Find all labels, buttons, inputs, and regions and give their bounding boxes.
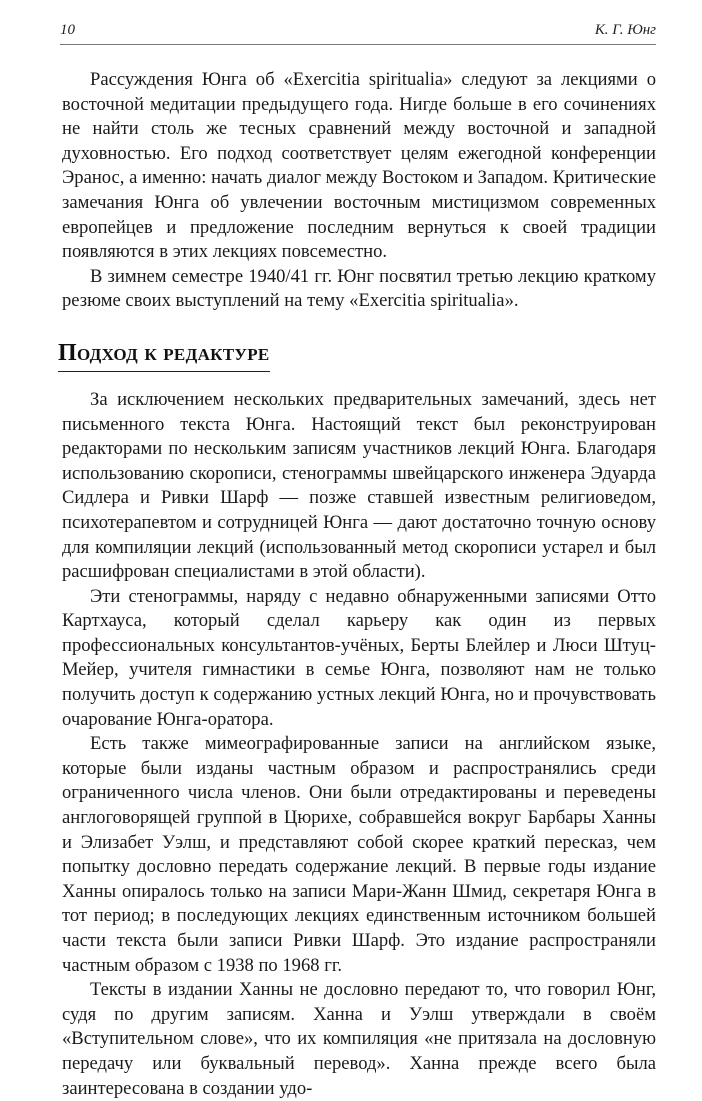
running-header bbox=[60, 20, 656, 45]
body-text bbox=[58, 68, 656, 1101]
paragraph: Рассуждения Юнга об «Exercitia spiritualia» следуют за лекциями о восточной медитации предыдущего года. Нигде больше в его сочинениях не найти столь же тесных сравнений между восточной и западной духовностью. Его подход соответствует целям ежегодной конференции Эранос, а именно: начать диалог между Востоком и Западом. Критические замечания Юнга об увлечении восточным мистицизмом современных европейцев и предложение последним вернуться к своей традиции появляются в этих лекциях повсеместно. bbox=[62, 69, 656, 263]
paragraph: Тексты в издании Ханны не дословно передают то, что говорил Юнг, судя по другим записям. Ханна и Уэлш утверждали в своём «Вступительном слове», что их компиляция «не притязала на дословную передачу или буквальный перевод». Ханна прежде всего была заинтересована в создании удо- bbox=[62, 979, 656, 1099]
paragraph: Есть также мимеографированные записи на английском языке, которые были изданы частным образом и распространялись среди ограниченного числа членов. Они были отредактированы и переведены англоговорящей группой в Цюрихе, собравшейся вокруг Барбары Ханны и Элизабет Уэлш, и представляют собой скорее краткий пересказ, чем попытку дословно передать содержание лекций. В первые годы издание Ханны опиралось только на записи Мари-Жанн Шмид, секретаря Юнга в тот период; в последующих лекциях единственным источником большей части текста были записи Ривки Шарф. Это издание распространяли частным образом с 1938 по 1968 гг. bbox=[62, 733, 656, 976]
paragraph: В зимнем семестре 1940/41 гг. Юнг посвятил третью лекцию краткому резюме своих выступлений на тему «Exercitia spiritualia». bbox=[62, 265, 656, 312]
section-heading bbox=[58, 338, 656, 372]
paragraph: Эти стенограммы, наряду с недавно обнаруженными записями Отто Картхауса, который сделал карьеру как один из первых профессиональных консультантов-учёных, Берты Блейлер и Люси Штуц-Мейер, учителя гимнастики в семье Юнга, позволяют нам не только получить доступ к содержанию устных лекций Юнга, но и прочувствовать очарование Юнга-оратора. bbox=[62, 585, 656, 730]
running-title: К. Г. Юнг bbox=[594, 22, 656, 38]
section-heading-text: Подход к редактуре bbox=[58, 338, 270, 372]
paragraph: За исключением нескольких предварительных замечаний, здесь нет письменного текста Юнга. Настоящий текст был реконструирован редакторами по нескольким записям участников лекций Юнга. Благодаря использованию скорописи, стенограммы швейцарского инженера Эдуарда Сидлера и Ривки Шарф — позже ставшей известным религиоведом, психотерапевтом и сотрудницей Юнга — дают достаточно точную основу для компиляции лекций (использованный метод скорописи устарел и был расшифрован специалистами в этой области). bbox=[62, 388, 656, 583]
page-number: 10 bbox=[60, 22, 75, 38]
